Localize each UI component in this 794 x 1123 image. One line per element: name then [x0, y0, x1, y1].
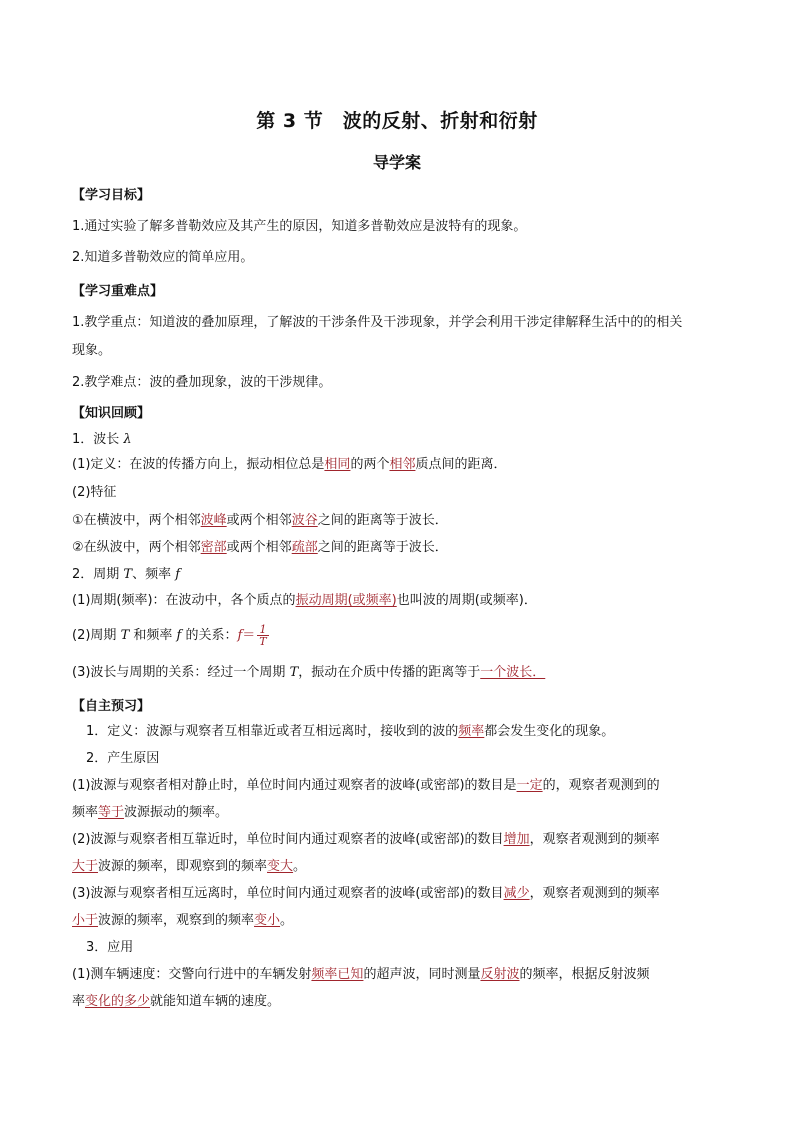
text: 都会发生变化的现象。	[484, 724, 615, 739]
text: 就能知道车辆的速度。	[150, 994, 281, 1009]
answer-blank: 波谷	[291, 513, 318, 528]
text: (2)波源与观察者相互靠近时，单位时间内通过观察者的波峰(或密部)的数目	[72, 832, 504, 847]
text: 的两个	[350, 457, 390, 472]
answer-blank: 疏部	[291, 540, 318, 555]
review-wavelength-period-relation	[72, 664, 545, 682]
formula-equals: ＝	[242, 628, 256, 643]
text: 的，观察者观测到的	[542, 778, 660, 793]
text: (3)波长与周期的关系：经过一个周期	[72, 665, 290, 680]
preview-cause-heading: 2．产生原因	[86, 751, 160, 766]
text: (3)波源与观察者相互远离时，单位时间内通过观察者的波峰(或密部)的数目	[72, 886, 504, 901]
review-period-definition	[72, 592, 537, 610]
section-heading-preview: 【自主预习】	[72, 699, 151, 714]
answer-blank: 波峰	[200, 513, 227, 528]
key-point-1-line-1: 1.教学重点：知道波的叠加原理，了解波的干涉条件及干涉现象，并学会利用干涉定律解释生活中的的相关	[72, 315, 683, 330]
text: ，振动在介质中传播的距离等于	[298, 665, 481, 680]
text: 率	[72, 994, 86, 1009]
answer-blank: 变化的多少	[85, 994, 151, 1009]
review-heading-wavelength	[72, 431, 132, 449]
key-point-1-line-2: 现象。	[72, 343, 112, 358]
review-period-frequency-relation	[72, 622, 269, 650]
text: 波源的频率，即观察到的频率	[98, 859, 268, 874]
text: 的频率，根据反射波频	[519, 967, 650, 982]
text: 质点间的距离．	[415, 457, 507, 472]
answer-blank: 减少	[503, 886, 530, 901]
text: 的超声波，同时测量	[363, 967, 481, 982]
text: 、频率	[132, 567, 176, 582]
text: ，观察者观测到的频率	[529, 832, 660, 847]
formula-fraction	[257, 624, 268, 647]
review-transverse-wave	[72, 512, 448, 530]
section-heading-objectives: 【学习目标】	[72, 188, 151, 203]
text: ，观察者观测到的频率	[529, 886, 660, 901]
review-features-heading: (2)特征	[72, 485, 117, 500]
review-wavelength-definition	[72, 456, 506, 474]
answer-blank: 振动周期(或频率)	[295, 593, 397, 608]
preview-cause-1-line-1	[72, 777, 660, 795]
preview-cause-2-line-2	[72, 858, 306, 876]
text: 的关系：	[181, 628, 238, 643]
text: 或两个相邻	[226, 513, 292, 528]
preview-cause-3-line-1	[72, 885, 660, 903]
lambda-symbol: λ	[123, 432, 132, 447]
text: 波源的频率，观察到的频率	[98, 913, 255, 928]
preview-cause-2-line-1	[72, 831, 660, 849]
text: (2)周期	[72, 628, 121, 643]
text: 1．定义：波源与观察者互相靠近或者互相远离时，接收到的波的	[86, 724, 459, 739]
section-heading-key-points: 【学习重难点】	[72, 284, 164, 299]
var-T: T	[120, 628, 130, 643]
var-f: f	[175, 567, 181, 582]
preview-cause-3-line-2	[72, 912, 293, 930]
answer-blank: 反射波	[480, 967, 520, 982]
text: (1)波源与观察者相对静止时，单位时间内通过观察者的波峰(或密部)的数目是	[72, 778, 517, 793]
text: 也叫波的周期(或频率)．	[396, 593, 537, 608]
fraction-denominator: T	[259, 635, 267, 648]
answer-blank: 变大	[267, 859, 294, 874]
page-title: 第 3 节 波的反射、折射和衍射	[256, 110, 538, 132]
var-f: f	[176, 628, 182, 643]
preview-cause-1-line-2	[72, 804, 228, 822]
objective-2: 2.知道多普勒效应的简单应用。	[72, 250, 254, 265]
text: ②在纵波中，两个相邻	[72, 540, 201, 555]
section-heading-review: 【知识回顾】	[72, 406, 151, 421]
text: 。	[280, 913, 294, 928]
text: 1．波长	[72, 432, 124, 447]
text: 之间的距离等于波长．	[317, 540, 448, 555]
text: 波源振动的频率。	[124, 805, 229, 820]
var-T: T	[123, 567, 133, 582]
answer-blank: 相邻	[389, 457, 416, 472]
preview-application-1-line-2	[72, 993, 280, 1011]
text: 2．周期	[72, 567, 124, 582]
text: 或两个相邻	[226, 540, 292, 555]
text: (1)定义：在波的传播方向上，振动相位总是	[72, 457, 325, 472]
text: (1)测车辆速度：交警向行进中的车辆发射	[72, 967, 312, 982]
answer-blank: 频率	[458, 724, 485, 739]
page-subtitle: 导学案	[372, 153, 421, 172]
objective-1: 1.通过实验了解多普勒效应及其产生的原因，知道多普勒效应是波特有的现象。	[72, 219, 527, 234]
text: 。	[293, 859, 307, 874]
text: 之间的距离等于波长．	[317, 513, 448, 528]
fraction-numerator: 1	[257, 624, 268, 636]
answer-blank: 大于	[72, 859, 99, 874]
answer-blank: 增加	[503, 832, 530, 847]
answer-blank: 小于	[72, 913, 99, 928]
answer-blank: 等于	[98, 805, 125, 820]
answer-blank: 频率已知	[311, 967, 364, 982]
text: (1)周期(频率)：在波动中，各个质点的	[72, 593, 296, 608]
review-longitudinal-wave	[72, 539, 448, 557]
answer-blank: 一定	[516, 778, 543, 793]
answer-blank: 一个波长．	[480, 665, 546, 680]
text: ①在横波中，两个相邻	[72, 513, 201, 528]
var-T: T	[289, 665, 299, 680]
text: 频率	[72, 805, 99, 820]
answer-blank: 变小	[254, 913, 281, 928]
answer-blank: 相同	[324, 457, 351, 472]
preview-application-heading: 3．应用	[86, 940, 134, 955]
text: 和频率	[129, 628, 177, 643]
key-point-2: 2.教学难点：波的叠加现象，波的干涉规律。	[72, 375, 332, 390]
preview-application-1-line-1	[72, 966, 649, 984]
review-heading-period-frequency	[72, 566, 180, 584]
formula-lhs: f	[237, 628, 243, 643]
answer-blank: 密部	[200, 540, 227, 555]
preview-definition	[86, 723, 614, 741]
